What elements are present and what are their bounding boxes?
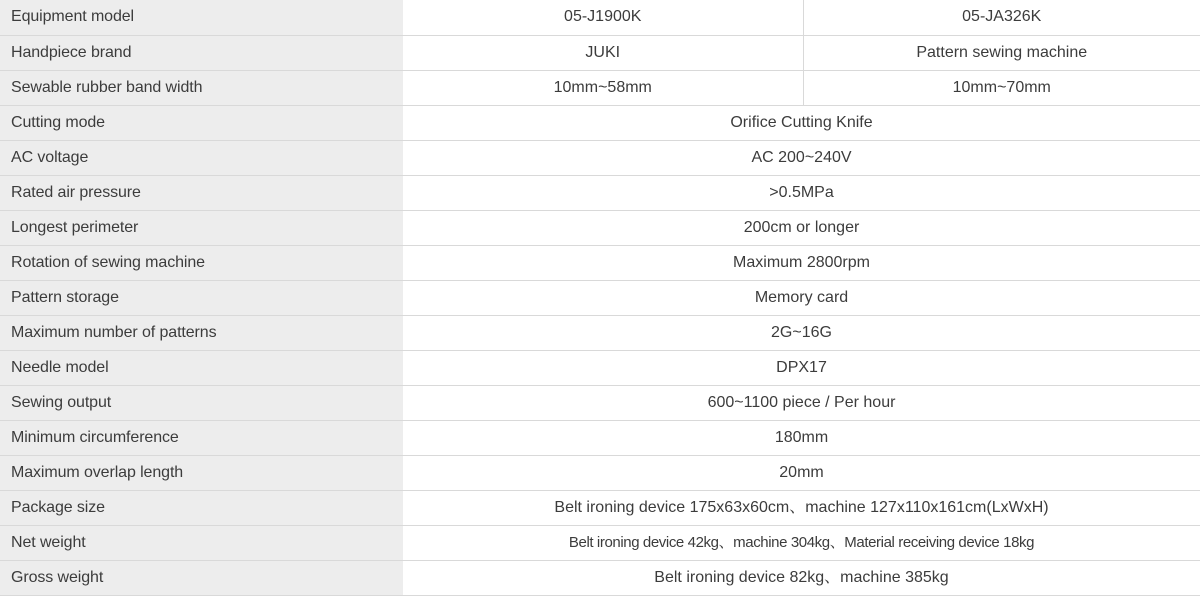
row-label: Minimum circumference bbox=[0, 420, 403, 455]
cell-value: DPX17 bbox=[403, 350, 1200, 385]
row-label: Sewing output bbox=[0, 385, 403, 420]
cell-value: Maximum 2800rpm bbox=[403, 245, 1200, 280]
cell-value: 20mm bbox=[403, 455, 1200, 490]
cell-value: Belt ironing device 175x63x60cm、machine 127x110x161cm(LxWxH) bbox=[403, 490, 1200, 525]
table-row-equipment-model bbox=[0, 0, 1200, 35]
cell-value: 200cm or longer bbox=[403, 210, 1200, 245]
table-row-max-patterns bbox=[0, 315, 1200, 350]
row-label: Cutting mode bbox=[0, 105, 403, 140]
cell-value: 10mm~70mm bbox=[803, 70, 1200, 105]
table-row-net-weight bbox=[0, 525, 1200, 560]
table-row-gross-weight bbox=[0, 560, 1200, 595]
row-label: Equipment model bbox=[0, 0, 403, 35]
cell-value: Belt ironing device 42kg、machine 304kg、Material receiving device 18kg bbox=[403, 525, 1200, 560]
row-label: Package size bbox=[0, 490, 403, 525]
row-label: Rated air pressure bbox=[0, 175, 403, 210]
table-row-cutting-mode bbox=[0, 105, 1200, 140]
row-label: Longest perimeter bbox=[0, 210, 403, 245]
table-row-max-overlap bbox=[0, 455, 1200, 490]
row-label: Pattern storage bbox=[0, 280, 403, 315]
row-label: AC voltage bbox=[0, 140, 403, 175]
table-row-min-circumference bbox=[0, 420, 1200, 455]
cell-value: Orifice Cutting Knife bbox=[403, 105, 1200, 140]
table-row-needle-model bbox=[0, 350, 1200, 385]
row-label: Rotation of sewing machine bbox=[0, 245, 403, 280]
cell-value: Belt ironing device 82kg、machine 385kg bbox=[403, 560, 1200, 595]
table-row-package-size bbox=[0, 490, 1200, 525]
table-row-sewing-output bbox=[0, 385, 1200, 420]
cell-value: Pattern sewing machine bbox=[803, 35, 1200, 70]
cell-value: JUKI bbox=[403, 35, 803, 70]
cell-value: 05-J1900K bbox=[403, 0, 803, 35]
row-label: Handpiece brand bbox=[0, 35, 403, 70]
table-row-rotation bbox=[0, 245, 1200, 280]
table-row-ac-voltage bbox=[0, 140, 1200, 175]
cell-value: >0.5MPa bbox=[403, 175, 1200, 210]
row-label: Maximum overlap length bbox=[0, 455, 403, 490]
cell-value: 600~1100 piece / Per hour bbox=[403, 385, 1200, 420]
cell-value: 180mm bbox=[403, 420, 1200, 455]
table-row-rubber-band-width bbox=[0, 70, 1200, 105]
table-row-pattern-storage bbox=[0, 280, 1200, 315]
cell-value: 05-JA326K bbox=[803, 0, 1200, 35]
cell-value: 10mm~58mm bbox=[403, 70, 803, 105]
table-row-air-pressure bbox=[0, 175, 1200, 210]
row-label: Maximum number of patterns bbox=[0, 315, 403, 350]
row-label: Sewable rubber band width bbox=[0, 70, 403, 105]
cell-value: AC 200~240V bbox=[403, 140, 1200, 175]
table-row-longest-perimeter bbox=[0, 210, 1200, 245]
cell-value: Memory card bbox=[403, 280, 1200, 315]
cell-value: 2G~16G bbox=[403, 315, 1200, 350]
table-row-handpiece-brand bbox=[0, 35, 1200, 70]
row-label: Gross weight bbox=[0, 560, 403, 595]
row-label: Net weight bbox=[0, 525, 403, 560]
row-label: Needle model bbox=[0, 350, 403, 385]
